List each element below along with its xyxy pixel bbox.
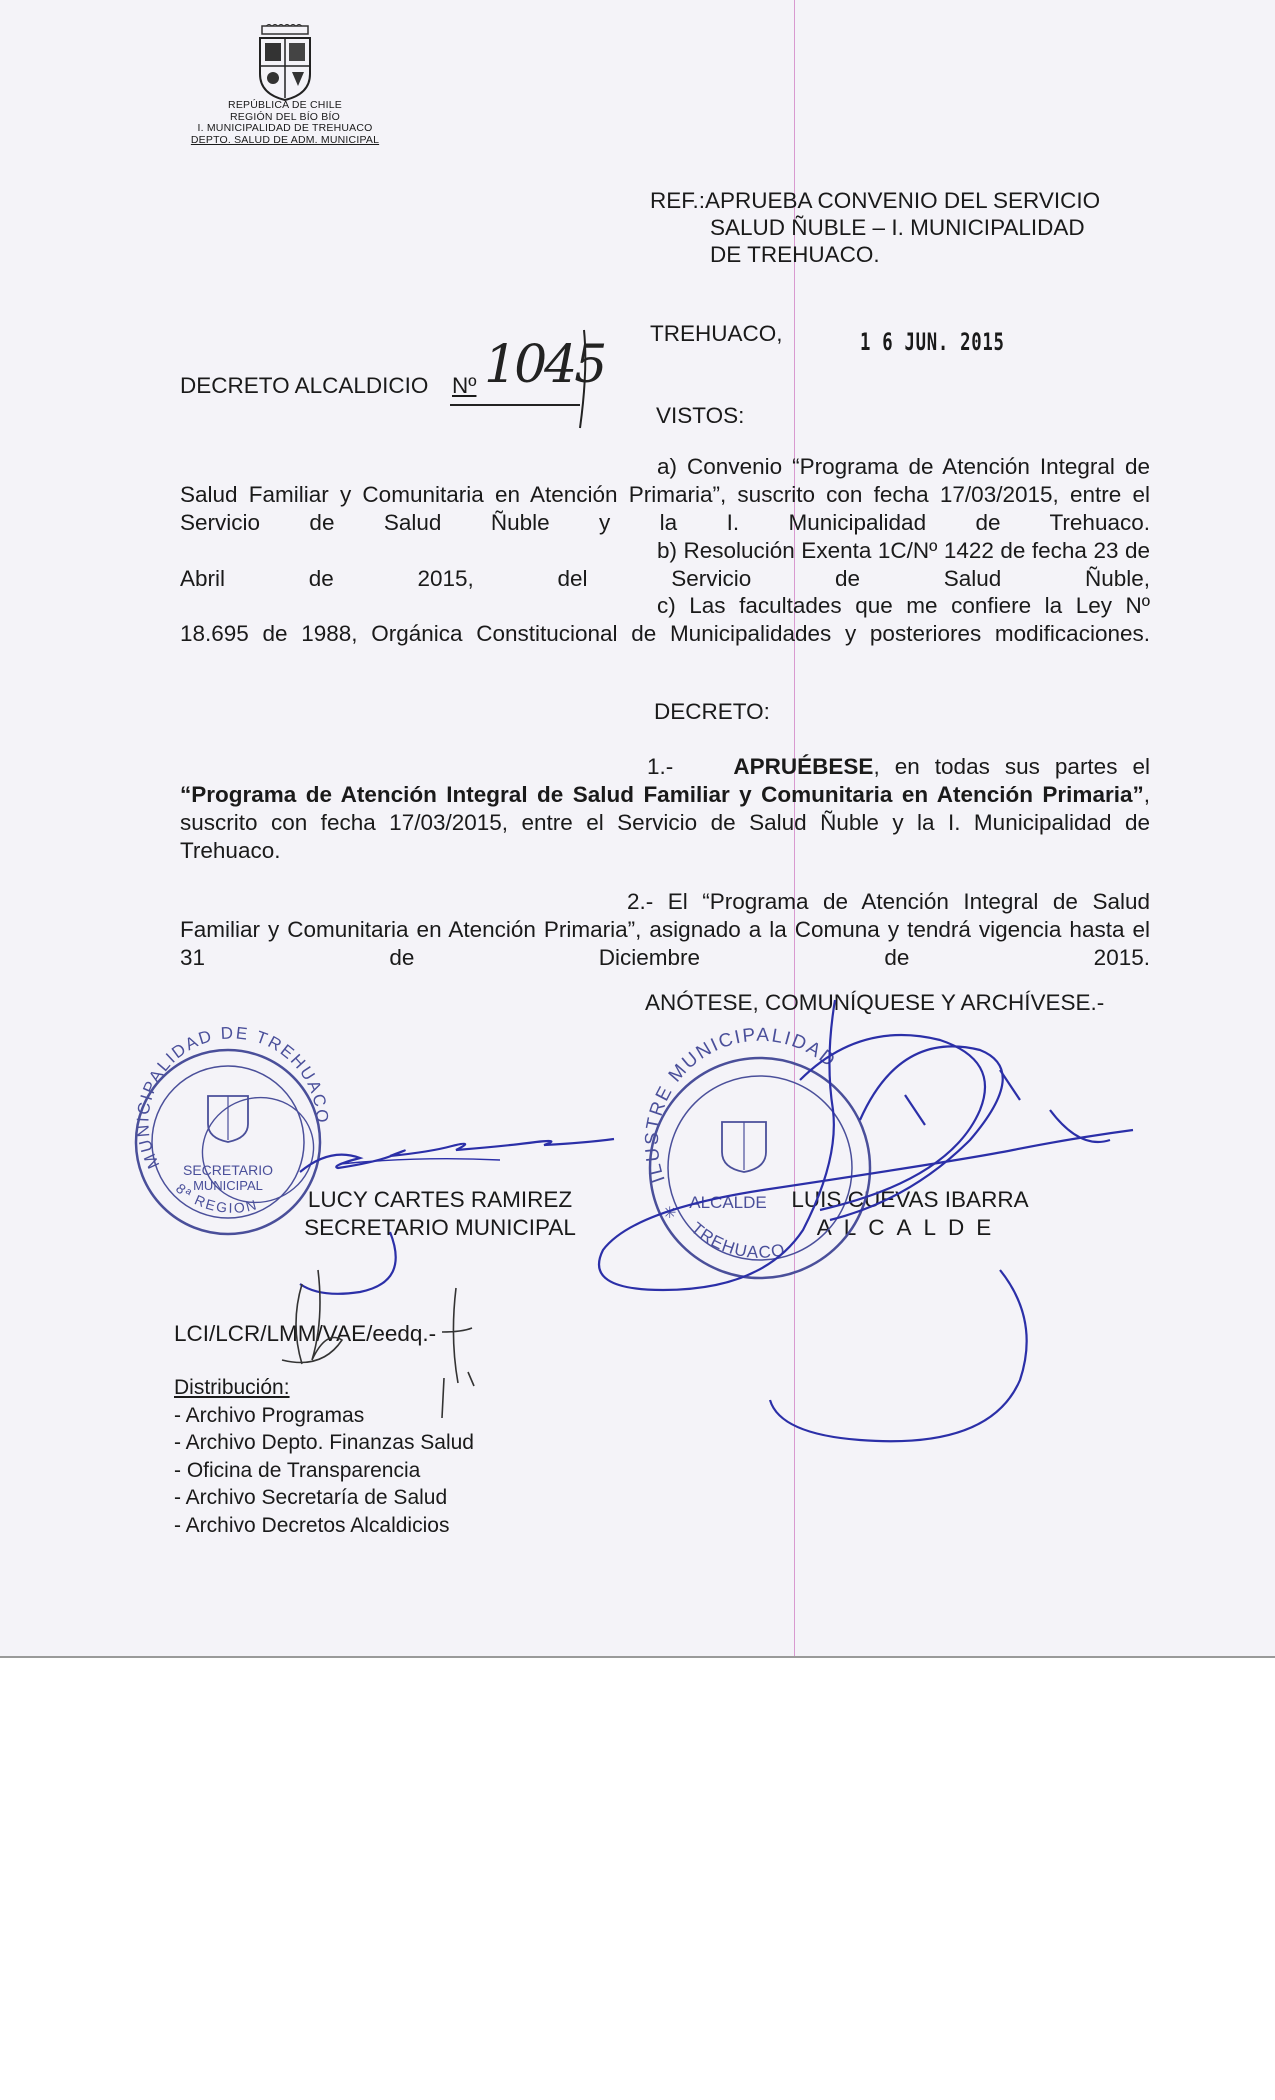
date-stamp: 1 6 JUN. 2015 — [860, 328, 1005, 356]
distribution-item: - Oficina de Transparencia — [174, 1458, 421, 1482]
vistos-a: a) Convenio “Programa de Atención Integral de Salud Familiar y Comunitaria en Atención Primaria”, suscrito con fecha 17/03/2015, entre el Servicio de Salud Ñuble y la I. Municipalidad de Trehuaco. — [180, 454, 1150, 535]
article-1-number: 1.- — [647, 754, 674, 779]
initials-reference: LCI/LCR/LMM/VAE/eedq.- — [174, 1321, 437, 1346]
mayor-seal-mid-text: ALCALDE — [689, 1193, 767, 1212]
reference-line-2: SALUD ÑUBLE – I. MUNICIPALIDAD — [710, 215, 1085, 240]
letterhead-municipality: I. MUNICIPALIDAD DE TREHUACO — [197, 122, 373, 134]
article-1-program: “Programa de Atención Integral de Salud Familiar y Comunitaria en Atención Primaria” — [180, 782, 1144, 807]
mayor-signature-block — [760, 1186, 1060, 1242]
coat-of-arms-icon — [254, 24, 316, 102]
vistos-heading: VISTOS: — [656, 403, 745, 428]
distribution-list — [174, 1374, 474, 1539]
vistos-b: b) Resolución Exenta 1C/Nº 1422 de fecha 23 de Abril de 2015, del Servicio de Salud Ñuble, — [180, 538, 1150, 591]
letterhead-country: REPÚBLICA DE CHILE — [228, 99, 342, 111]
distribution-item: - Archivo Depto. Finanzas Salud — [174, 1431, 474, 1454]
svg-text:8ª REGION — [173, 1180, 260, 1216]
article-1 — [180, 753, 1150, 865]
decree-label: DECRETO ALCALDICIO — [180, 373, 429, 398]
letterhead-region: REGIÓN DEL BÍO BÍO — [230, 110, 340, 123]
distribution-item: - Archivo Decretos Alcaldicios — [174, 1513, 450, 1537]
article-1-mid: , en todas sus partes el — [873, 754, 1150, 779]
secretary-seal-mid-text: SECRETARIO — [183, 1162, 273, 1178]
mayor-seal-bottom-text: TREHUACO — [687, 1218, 787, 1263]
secretary-signature-block — [290, 1186, 590, 1242]
article-1-rest: , suscrito con fecha 17/03/2015, entre el Servicio de Salud Ñuble y la I. Municipalidad de Trehuaco. — [180, 782, 1150, 863]
decree-number-handwritten: 1045 — [484, 335, 605, 395]
reference-line-3: DE TREHUACO. — [710, 242, 880, 267]
secretary-seal-mid-text-2: MUNICIPAL — [193, 1178, 263, 1193]
svg-text:ILUSTRE MUNICIPALIDAD — [642, 1025, 840, 1186]
vistos-c: c) Las facultades que me confiere la Ley Nº 18.695 de 1988, Orgánica Constitucional de Municipalidades y posteriores modificaciones. — [180, 593, 1150, 646]
secretary-title: SECRETARIO MUNICIPAL — [304, 1215, 576, 1240]
svg-text:MUNICIPALIDAD DE TREHUACO — [133, 1023, 332, 1171]
mayor-name: LUIS CUEVAS IBARRA — [791, 1187, 1029, 1212]
secretary-name: LUCY CARTES RAMIREZ — [307, 1187, 573, 1212]
distribution-heading: Distribución: — [174, 1376, 290, 1399]
decreto-heading: DECRETO: — [654, 699, 770, 724]
svg-text:✳: ✳ — [663, 1205, 677, 1222]
secretary-seal-top-text: MUNICIPALIDAD DE TREHUACO — [133, 1023, 332, 1172]
distribution-item: - Archivo Programas — [174, 1403, 365, 1427]
mayor-seal-top-text: ILUSTRE MUNICIPALIDAD — [641, 1024, 841, 1186]
reference-line-1: REF.:APRUEBA CONVENIO DEL SERVICIO — [650, 188, 1101, 213]
secretary-seal-bottom-text: 8ª REGION — [172, 1180, 260, 1216]
decree-number-label: Nº — [452, 373, 477, 398]
letterhead — [160, 100, 410, 146]
mayor-title: ALCALDE — [816, 1215, 1004, 1240]
closing-formula: ANÓTESE, COMUNÍQUESE Y ARCHÍVESE.- — [645, 990, 1105, 1015]
letterhead-department: DEPTO. SALUD DE ADM. MUNICIPAL — [190, 133, 380, 146]
article-1-verb: APRUÉBESE — [733, 754, 874, 779]
article-2: 2.- El “Programa de Atención Integral de Salud Familiar y Comunitaria en Atención Primaria”, asignado a la Comuna y tendrá vigencia hasta el 31 de Diciembre de 2015. — [180, 889, 1150, 970]
place-label: TREHUACO, — [650, 321, 783, 346]
reference-block — [650, 187, 1170, 268]
distribution-item: - Archivo Secretaría de Salud — [174, 1486, 448, 1509]
